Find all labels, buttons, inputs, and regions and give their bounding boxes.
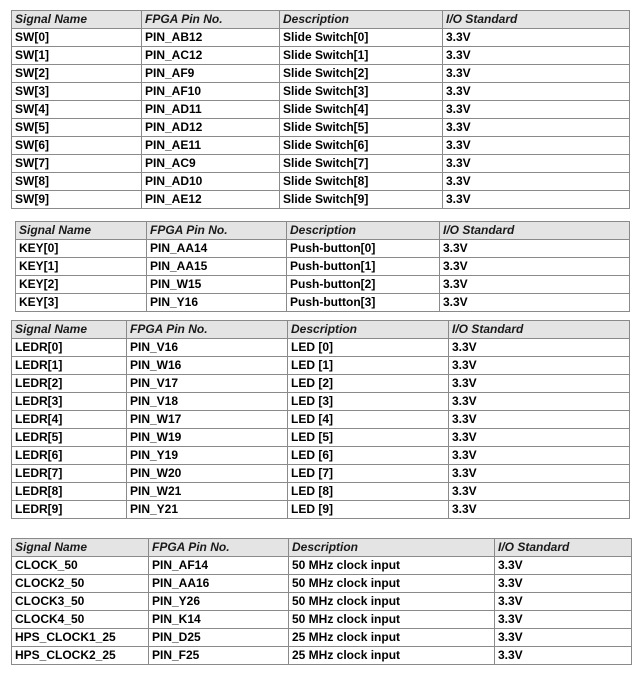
column-header-signal-name: Signal Name [16, 222, 147, 240]
signal-name-cell: LEDR[7] [12, 465, 127, 483]
table-row [12, 647, 632, 665]
signal-name-cell: SW[9] [12, 191, 142, 209]
description-cell: 50 MHz clock input [289, 575, 495, 593]
column-header-fpga-pin: FPGA Pin No. [127, 321, 288, 339]
pin-cell: PIN_AD11 [142, 101, 280, 119]
table-row [12, 65, 630, 83]
pin-cell: PIN_AF14 [149, 557, 289, 575]
description-cell: LED [7] [288, 465, 449, 483]
description-cell: Slide Switch[3] [280, 83, 443, 101]
io-standard-cell: 3.3V [443, 83, 630, 101]
table-row [12, 593, 632, 611]
signal-name-cell: LEDR[1] [12, 357, 127, 375]
pin-cell: PIN_Y19 [127, 447, 288, 465]
description-cell: LED [0] [288, 339, 449, 357]
signal-name-cell: SW[8] [12, 173, 142, 191]
io-standard-cell: 3.3V [495, 611, 632, 629]
switch-pin-table [11, 10, 630, 209]
description-cell: LED [2] [288, 375, 449, 393]
column-header-description: Description [287, 222, 440, 240]
signal-name-cell: SW[2] [12, 65, 142, 83]
table-row [12, 411, 630, 429]
column-header-description: Description [289, 539, 495, 557]
pin-cell: PIN_AE12 [142, 191, 280, 209]
column-header-description: Description [280, 11, 443, 29]
description-cell: Slide Switch[1] [280, 47, 443, 65]
description-cell: 50 MHz clock input [289, 611, 495, 629]
signal-name-cell: SW[7] [12, 155, 142, 173]
table-row [12, 119, 630, 137]
io-standard-cell: 3.3V [495, 593, 632, 611]
table-row [12, 629, 632, 647]
description-cell: 50 MHz clock input [289, 557, 495, 575]
signal-name-cell: HPS_CLOCK1_25 [12, 629, 149, 647]
signal-name-cell: LEDR[4] [12, 411, 127, 429]
signal-name-cell: KEY[1] [16, 258, 147, 276]
io-standard-cell: 3.3V [495, 575, 632, 593]
pin-cell: PIN_AA14 [147, 240, 287, 258]
column-header-fpga-pin: FPGA Pin No. [147, 222, 287, 240]
description-cell: Slide Switch[7] [280, 155, 443, 173]
table-row [12, 393, 630, 411]
description-cell: LED [6] [288, 447, 449, 465]
pin-cell: PIN_AA15 [147, 258, 287, 276]
description-cell: Slide Switch[2] [280, 65, 443, 83]
io-standard-cell: 3.3V [443, 65, 630, 83]
description-cell: Slide Switch[4] [280, 101, 443, 119]
io-standard-cell: 3.3V [440, 240, 630, 258]
io-standard-cell: 3.3V [495, 629, 632, 647]
column-header-signal-name: Signal Name [12, 321, 127, 339]
table-row [12, 501, 630, 519]
description-cell: Slide Switch[8] [280, 173, 443, 191]
io-standard-cell: 3.3V [440, 276, 630, 294]
pin-cell: PIN_F25 [149, 647, 289, 665]
column-header-io-standard: I/O Standard [443, 11, 630, 29]
column-header-io-standard: I/O Standard [495, 539, 632, 557]
io-standard-cell: 3.3V [449, 483, 630, 501]
table-row [16, 240, 630, 258]
table-row [12, 191, 630, 209]
description-cell: Slide Switch[5] [280, 119, 443, 137]
pin-cell: PIN_AD10 [142, 173, 280, 191]
pin-cell: PIN_AF10 [142, 83, 280, 101]
signal-name-cell: LEDR[0] [12, 339, 127, 357]
table-header-row [12, 11, 630, 29]
pin-cell: PIN_Y16 [147, 294, 287, 312]
table-row [12, 29, 630, 47]
signal-name-cell: SW[6] [12, 137, 142, 155]
column-header-io-standard: I/O Standard [449, 321, 630, 339]
description-cell: 25 MHz clock input [289, 647, 495, 665]
io-standard-cell: 3.3V [440, 258, 630, 276]
signal-name-cell: CLOCK4_50 [12, 611, 149, 629]
led-pin-table [11, 320, 630, 519]
column-header-io-standard: I/O Standard [440, 222, 630, 240]
signal-name-cell: CLOCK2_50 [12, 575, 149, 593]
table-header-row [12, 321, 630, 339]
column-header-description: Description [288, 321, 449, 339]
io-standard-cell: 3.3V [440, 294, 630, 312]
table-row [12, 101, 630, 119]
signal-name-cell: KEY[0] [16, 240, 147, 258]
pin-cell: PIN_Y21 [127, 501, 288, 519]
io-standard-cell: 3.3V [449, 357, 630, 375]
table-row [16, 258, 630, 276]
pin-cell: PIN_W16 [127, 357, 288, 375]
table-row [12, 575, 632, 593]
signal-name-cell: LEDR[9] [12, 501, 127, 519]
io-standard-cell: 3.3V [449, 447, 630, 465]
table-row [12, 465, 630, 483]
pin-cell: PIN_AB12 [142, 29, 280, 47]
io-standard-cell: 3.3V [443, 29, 630, 47]
table-row [12, 429, 630, 447]
table-row [12, 375, 630, 393]
clock-pin-table [11, 538, 632, 665]
pin-cell: PIN_D25 [149, 629, 289, 647]
pin-cell: PIN_AA16 [149, 575, 289, 593]
signal-name-cell: SW[1] [12, 47, 142, 65]
signal-name-cell: LEDR[2] [12, 375, 127, 393]
signal-name-cell: LEDR[6] [12, 447, 127, 465]
table-header-row [16, 222, 630, 240]
pin-cell: PIN_K14 [149, 611, 289, 629]
pin-cell: PIN_AF9 [142, 65, 280, 83]
description-cell: Slide Switch[9] [280, 191, 443, 209]
signal-name-cell: LEDR[5] [12, 429, 127, 447]
description-cell: Slide Switch[0] [280, 29, 443, 47]
signal-name-cell: LEDR[8] [12, 483, 127, 501]
column-header-signal-name: Signal Name [12, 539, 149, 557]
table-row [12, 339, 630, 357]
pin-cell: PIN_V17 [127, 375, 288, 393]
pin-cell: PIN_W19 [127, 429, 288, 447]
io-standard-cell: 3.3V [449, 339, 630, 357]
pin-cell: PIN_V18 [127, 393, 288, 411]
description-cell: LED [5] [288, 429, 449, 447]
io-standard-cell: 3.3V [443, 173, 630, 191]
signal-name-cell: LEDR[3] [12, 393, 127, 411]
pin-cell: PIN_AC12 [142, 47, 280, 65]
io-standard-cell: 3.3V [495, 647, 632, 665]
description-cell: LED [1] [288, 357, 449, 375]
io-standard-cell: 3.3V [443, 137, 630, 155]
io-standard-cell: 3.3V [449, 375, 630, 393]
signal-name-cell: CLOCK3_50 [12, 593, 149, 611]
column-header-fpga-pin: FPGA Pin No. [149, 539, 289, 557]
pin-cell: PIN_W20 [127, 465, 288, 483]
table-row [12, 173, 630, 191]
pin-cell: PIN_V16 [127, 339, 288, 357]
io-standard-cell: 3.3V [449, 411, 630, 429]
io-standard-cell: 3.3V [443, 101, 630, 119]
table-row [12, 155, 630, 173]
io-standard-cell: 3.3V [443, 47, 630, 65]
signal-name-cell: HPS_CLOCK2_25 [12, 647, 149, 665]
io-standard-cell: 3.3V [449, 429, 630, 447]
description-cell: 25 MHz clock input [289, 629, 495, 647]
description-cell: 50 MHz clock input [289, 593, 495, 611]
table-row [16, 294, 630, 312]
signal-name-cell: SW[5] [12, 119, 142, 137]
table-row [12, 357, 630, 375]
pin-cell: PIN_Y26 [149, 593, 289, 611]
io-standard-cell: 3.3V [449, 501, 630, 519]
description-cell: Push-button[2] [287, 276, 440, 294]
description-cell: LED [8] [288, 483, 449, 501]
pin-cell: PIN_AE11 [142, 137, 280, 155]
table-row [12, 137, 630, 155]
pin-cell: PIN_W21 [127, 483, 288, 501]
description-cell: Push-button[3] [287, 294, 440, 312]
io-standard-cell: 3.3V [449, 393, 630, 411]
io-standard-cell: 3.3V [495, 557, 632, 575]
signal-name-cell: KEY[2] [16, 276, 147, 294]
signal-name-cell: SW[0] [12, 29, 142, 47]
column-header-fpga-pin: FPGA Pin No. [142, 11, 280, 29]
pin-cell: PIN_W17 [127, 411, 288, 429]
table-row [12, 483, 630, 501]
pin-cell: PIN_AD12 [142, 119, 280, 137]
io-standard-cell: 3.3V [443, 119, 630, 137]
description-cell: Push-button[0] [287, 240, 440, 258]
table-row [12, 557, 632, 575]
table-row [12, 447, 630, 465]
table-row [12, 611, 632, 629]
io-standard-cell: 3.3V [443, 191, 630, 209]
column-header-signal-name: Signal Name [12, 11, 142, 29]
description-cell: Slide Switch[6] [280, 137, 443, 155]
signal-name-cell: CLOCK_50 [12, 557, 149, 575]
description-cell: LED [3] [288, 393, 449, 411]
io-standard-cell: 3.3V [449, 465, 630, 483]
table-row [16, 276, 630, 294]
description-cell: LED [9] [288, 501, 449, 519]
signal-name-cell: SW[3] [12, 83, 142, 101]
pin-cell: PIN_AC9 [142, 155, 280, 173]
table-row [12, 83, 630, 101]
pin-cell: PIN_W15 [147, 276, 287, 294]
signal-name-cell: KEY[3] [16, 294, 147, 312]
signal-name-cell: SW[4] [12, 101, 142, 119]
description-cell: LED [4] [288, 411, 449, 429]
table-header-row [12, 539, 632, 557]
description-cell: Push-button[1] [287, 258, 440, 276]
table-row [12, 47, 630, 65]
key-pin-table [15, 221, 630, 312]
io-standard-cell: 3.3V [443, 155, 630, 173]
